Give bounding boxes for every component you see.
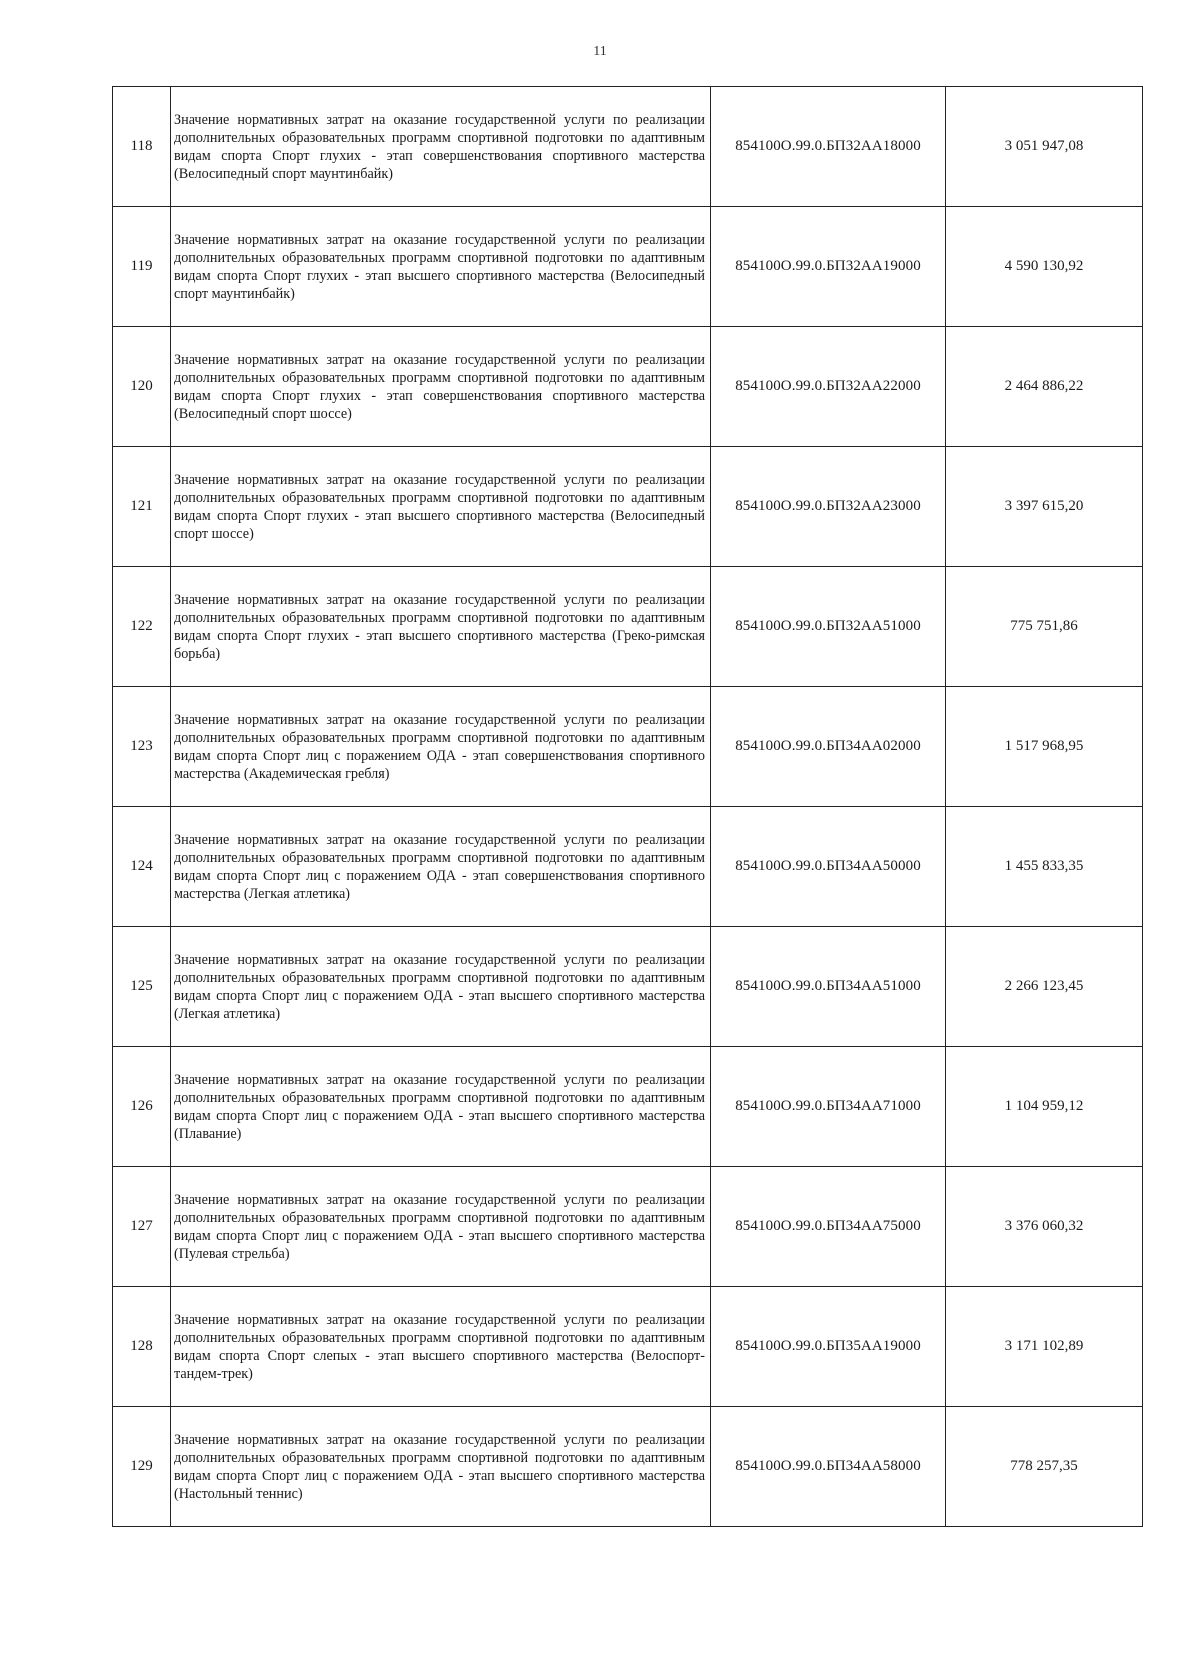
row-service-code: 854100О.99.0.БП32АА22000 [711, 327, 946, 447]
row-cost-value: 2 464 886,22 [946, 327, 1143, 447]
row-description: Значение нормативных затрат на оказание государственной услуги по реализации дополнительных образовательных программ спортивной подготовки по адаптивным видам спорта Спорт глухих - этап высшего спортивного мастерства (Велосипедный спорт маунтинбайк) [171, 207, 711, 327]
row-cost-value: 3 051 947,08 [946, 87, 1143, 207]
table-row [113, 567, 1143, 687]
table-row [113, 1287, 1143, 1407]
row-description: Значение нормативных затрат на оказание государственной услуги по реализации дополнительных образовательных программ спортивной подготовки по адаптивным видам спорта Спорт лиц с поражением ОДА - этап высшего спортивного мастерства (Пулевая стрельба) [171, 1167, 711, 1287]
row-cost-value: 1 455 833,35 [946, 807, 1143, 927]
row-number: 129 [113, 1407, 171, 1527]
row-description: Значение нормативных затрат на оказание государственной услуги по реализации дополнительных образовательных программ спортивной подготовки по адаптивным видам спорта Спорт слепых - этап высшего спортивного мастерства (Велоспорт-тандем-трек) [171, 1287, 711, 1407]
row-number: 121 [113, 447, 171, 567]
row-cost-value: 3 397 615,20 [946, 447, 1143, 567]
normative-costs-table [112, 86, 1143, 1527]
row-cost-value: 1 517 968,95 [946, 687, 1143, 807]
cost-table-container [112, 86, 1142, 1527]
row-service-code: 854100О.99.0.БП34АА02000 [711, 687, 946, 807]
row-service-code: 854100О.99.0.БП32АА18000 [711, 87, 946, 207]
row-cost-value: 1 104 959,12 [946, 1047, 1143, 1167]
row-description: Значение нормативных затрат на оказание государственной услуги по реализации дополнительных образовательных программ спортивной подготовки по адаптивным видам спорта Спорт лиц с поражением ОДА - этап совершенствования спортивного мастерства (Легкая атлетика) [171, 807, 711, 927]
table-row [113, 1407, 1143, 1527]
row-number: 124 [113, 807, 171, 927]
row-description: Значение нормативных затрат на оказание государственной услуги по реализации дополнительных образовательных программ спортивной подготовки по адаптивным видам спорта Спорт глухих - этап высшего спортивного мастерства (Велосипедный спорт шоссе) [171, 447, 711, 567]
row-description: Значение нормативных затрат на оказание государственной услуги по реализации дополнительных образовательных программ спортивной подготовки по адаптивным видам спорта Спорт лиц с поражением ОДА - этап высшего спортивного мастерства (Легкая атлетика) [171, 927, 711, 1047]
table-row [113, 1047, 1143, 1167]
row-cost-value: 4 590 130,92 [946, 207, 1143, 327]
row-service-code: 854100О.99.0.БП34АА75000 [711, 1167, 946, 1287]
row-number: 126 [113, 1047, 171, 1167]
page-number: 11 [593, 44, 607, 59]
row-description: Значение нормативных затрат на оказание государственной услуги по реализации дополнительных образовательных программ спортивной подготовки по адаптивным видам спорта Спорт лиц с поражением ОДА - этап высшего спортивного мастерства (Настольный теннис) [171, 1407, 711, 1527]
row-cost-value: 775 751,86 [946, 567, 1143, 687]
row-number: 125 [113, 927, 171, 1047]
table-row [113, 927, 1143, 1047]
row-number: 120 [113, 327, 171, 447]
row-description: Значение нормативных затрат на оказание государственной услуги по реализации дополнительных образовательных программ спортивной подготовки по адаптивным видам спорта Спорт глухих - этап высшего спортивного мастерства (Греко-римская борьба) [171, 567, 711, 687]
row-number: 128 [113, 1287, 171, 1407]
table-row [113, 1167, 1143, 1287]
row-number: 119 [113, 207, 171, 327]
row-service-code: 854100О.99.0.БП34АА58000 [711, 1407, 946, 1527]
row-number: 118 [113, 87, 171, 207]
row-cost-value: 778 257,35 [946, 1407, 1143, 1527]
table-row [113, 207, 1143, 327]
row-cost-value: 3 171 102,89 [946, 1287, 1143, 1407]
row-service-code: 854100О.99.0.БП34АА51000 [711, 927, 946, 1047]
row-service-code: 854100О.99.0.БП35АА19000 [711, 1287, 946, 1407]
row-cost-value: 2 266 123,45 [946, 927, 1143, 1047]
table-row [113, 87, 1143, 207]
row-cost-value: 3 376 060,32 [946, 1167, 1143, 1287]
row-description: Значение нормативных затрат на оказание государственной услуги по реализации дополнительных образовательных программ спортивной подготовки по адаптивным видам спорта Спорт лиц с поражением ОДА - этап совершенствования спортивного мастерства (Академическая гребля) [171, 687, 711, 807]
row-description: Значение нормативных затрат на оказание государственной услуги по реализации дополнительных образовательных программ спортивной подготовки по адаптивным видам спорта Спорт лиц с поражением ОДА - этап высшего спортивного мастерства (Плавание) [171, 1047, 711, 1167]
row-number: 123 [113, 687, 171, 807]
table-row [113, 687, 1143, 807]
table-row [113, 327, 1143, 447]
row-service-code: 854100О.99.0.БП32АА23000 [711, 447, 946, 567]
row-number: 127 [113, 1167, 171, 1287]
row-service-code: 854100О.99.0.БП32АА51000 [711, 567, 946, 687]
row-service-code: 854100О.99.0.БП34АА50000 [711, 807, 946, 927]
table-row [113, 807, 1143, 927]
row-service-code: 854100О.99.0.БП32АА19000 [711, 207, 946, 327]
row-number: 122 [113, 567, 171, 687]
table-row [113, 447, 1143, 567]
row-description: Значение нормативных затрат на оказание государственной услуги по реализации дополнительных образовательных программ спортивной подготовки по адаптивным видам спорта Спорт глухих - этап совершенствования спортивного мастерства (Велосипедный спорт шоссе) [171, 327, 711, 447]
row-description: Значение нормативных затрат на оказание государственной услуги по реализации дополнительных образовательных программ спортивной подготовки по адаптивным видам спорта Спорт глухих - этап совершенствования спортивного мастерства (Велосипедный спорт маунтинбайк) [171, 87, 711, 207]
row-service-code: 854100О.99.0.БП34АА71000 [711, 1047, 946, 1167]
